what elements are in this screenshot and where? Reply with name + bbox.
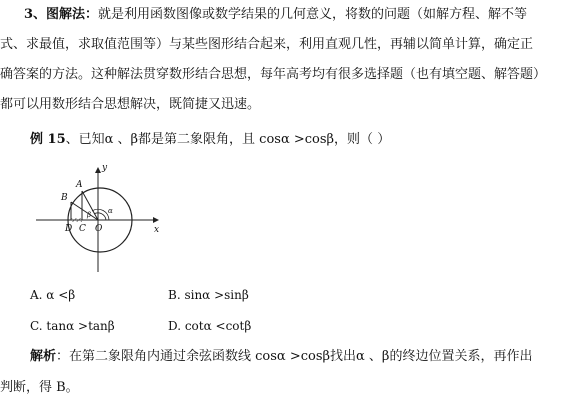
option-c-text: tanα >tanβ <box>46 319 115 333</box>
method-text-1: 就是利用函数图像或数学结果的几何意义，将数的问题（如解方程、解不等 <box>98 7 528 22</box>
label-a: A <box>76 180 83 190</box>
option-b-text: sinα >sinβ <box>184 288 249 302</box>
label-beta: β <box>87 211 92 219</box>
option-a <box>30 287 75 303</box>
label-y: y <box>102 163 108 173</box>
option-b <box>168 287 249 303</box>
example-question <box>30 131 390 149</box>
option-d-text: cotα <cotβ <box>184 319 252 333</box>
option-a-key: A. <box>30 288 47 302</box>
label-b: B <box>61 193 68 203</box>
option-c <box>30 318 115 334</box>
method-line-3: 确答案的方法。这种解法贯穿数形结合思想，每年高考均有很多选择题（也有填空题、解答题） <box>0 67 547 82</box>
option-c-key: C. <box>30 319 47 333</box>
option-a-text: α <β <box>46 288 76 302</box>
example-label: 例 15 <box>30 132 66 147</box>
option-d <box>168 318 251 334</box>
label-alpha: α <box>108 207 113 215</box>
method-line-4: 都可以用数形结合思想解决，既简捷又迅速。 <box>0 97 261 112</box>
solution-label: 解析 <box>30 349 57 364</box>
cosine-segment-hatch <box>71 218 82 222</box>
solution-text-1: ：在第二象限角内通过余弦函数线 cosα >cosβ找出α 、β的终边位置关系，再作出 <box>56 349 533 364</box>
method-line-2: 式、求最值，求取值范围等）与某些图形结合起来，利用直观几性，再辅以简单计算，确定正 <box>0 37 534 52</box>
unit-circle-figure <box>30 158 180 276</box>
method-line-1 <box>24 6 527 24</box>
method-heading: 3、图解法： <box>24 7 99 22</box>
label-d: D <box>65 224 73 234</box>
label-x: x <box>154 225 160 235</box>
label-o: O <box>95 224 103 234</box>
option-b-key: B. <box>168 288 185 302</box>
example-question-text: 、已知α 、β都是第二象限角，且 cosα >cosβ，则（ ） <box>65 132 391 147</box>
solution-line-1 <box>30 348 532 366</box>
terminal-side-b <box>71 202 98 220</box>
label-c: C <box>79 224 86 234</box>
option-d-key: D. <box>168 319 185 333</box>
solution-line-2: 判断，得 B。 <box>0 380 79 395</box>
